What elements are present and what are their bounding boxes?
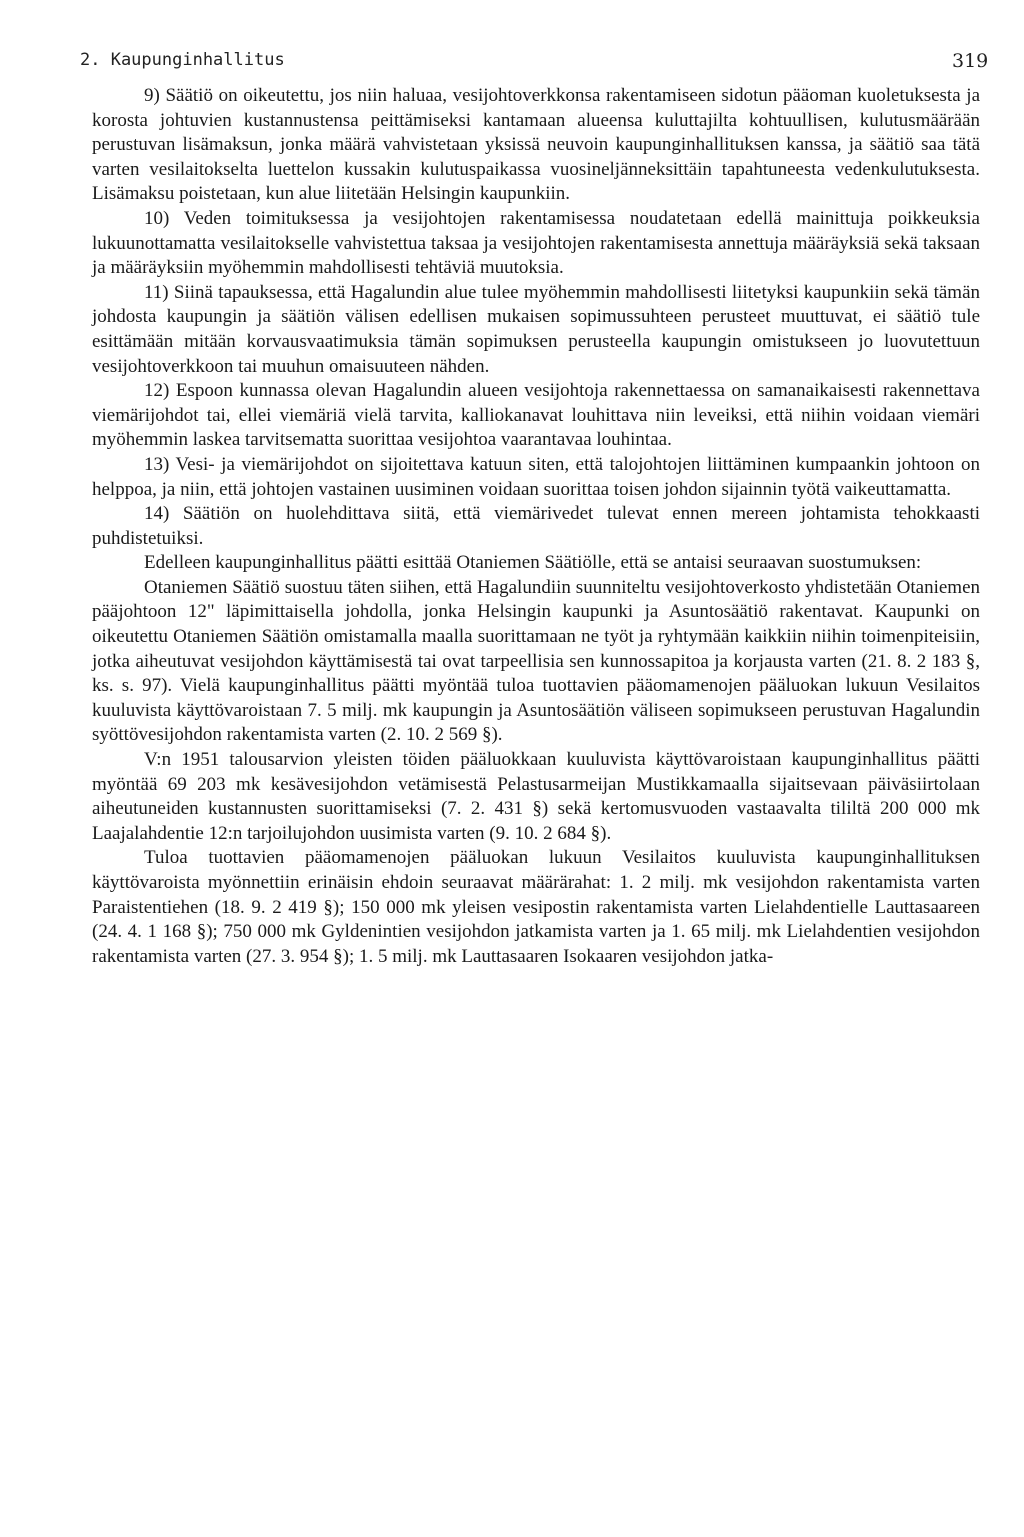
body-text (92, 84, 980, 969)
running-head: 2. Kaupunginhallitus (80, 50, 285, 70)
paragraph-otaniemi-consent: Otaniemen Säätiö suostuu täten siihen, että Hagalundiin suunniteltu vesijohtoverkosto yhdistetään Otaniemen pääjohtoon 12" läpimittaisella johdolla, jonka Helsingin kaupunki ja Asuntosäätiö rakentavat. Kaupunki on oikeutettu Otaniemen Säätiön omistamalla maalla suorittamaan ne työt ja ryhtymään kaikkiin niihin toimenpiteisiin, jotka aiheutuvat vesijohdon käyttämisestä tai ovat tarpeellisia sen kunnossapitoa ja korjausta varten (21. 8. 2 183 §, ks. s. 97). Vielä kaupunginhallitus päätti myöntää tuloa tuottavien pääomamenojen pääluokan lukuun Vesilaitos kuuluvista käyttövaroistaan 7. 5 milj. mk kaupungin ja Asuntosäätiön väliseen sopimukseen perustuvan Hagalundin syöttövesijohdon rakentamista varten (2. 10. 2 569 §). (92, 576, 980, 746)
paragraph-appropriations: Tuloa tuottavien pääomamenojen pääluokan lukuun Vesilaitos kuuluvista kaupunginhallituksen käyttövaroista myönnettiin erinäisin ehdoin seuraavat määrärahat: 1. 2 milj. mk vesijohdon rakentamista varten Paraistentiehen (18. 9. 2 419 §); 150 000 mk yleisen vesipostin rakentamista varten Lielahdentielle Lauttasaareen (24. 4. 1 168 §); 750 000 mk Gyldenintien vesijohdon jatkamista varten ja 1. 65 milj. mk Lielahdentien vesijohdon rakentamista varten (27. 3. 954 §); 1. 5 milj. mk Lauttasaaren Isokaaren vesijohdon jatka- (92, 847, 980, 967)
paragraph-9: 9) Säätiö on oikeutettu, jos niin haluaa, vesijohtoverkkonsa rakentamiseen sidotun pääoman kuoletuksesta ja korosta johtuvien kustannustensa peittämiseksi kantamaan alueensa kuluttajilta kohtuullisen, kulutusmäärään perustuvan lisämaksun, jonka määrä vahvistetaan yksissä neuvoin kaupunginhallituksen kanssa, ja säätiö saa tätä varten vesilaitokselta luettelon kussakin kulutuspaikassa vuosineljänneksittäin tapahtuneesta vedenkulutuksesta. Lisämaksu poistetaan, kun alue liitetään Helsingin kaupunkiin. (92, 85, 980, 205)
paragraph-budget-1951: V:n 1951 talousarvion yleisten töiden pääluokkaan kuuluvista käyttövaroistaan kaupunginhallitus päätti myöntää 69 203 mk kesävesijohdon vetämisestä Pelastusarmeijan Mustikkamaalla sijaitsevaan päiväsiirtolaan aiheutuneiden kustannusten suorittamiseksi (7. 2. 431 §) sekä kertomusvuoden vastaavalta tililtä 200 000 mk Laajalahdentie 12:n tarjoilujohdon uusimista varten (9. 10. 2 684 §). (92, 749, 980, 844)
paragraph-11: 11) Siinä tapauksessa, että Hagalundin alue tulee myöhemmin mahdollisesti liitetyksi kaupunkiin sekä tämän johdosta kaupungin ja säätiön välisen edellisen mukaisen sopimussuhteen perusteet muuttuvat, ei säätiö tule esittämään mitään korvausvaatimuksia tämän sopimuksen perusteella kaupungin omistukseen jo luovutettuun vesijohtoverkkoon tai muuhun omaisuuteen nähden. (92, 281, 980, 377)
paragraph-14: 14) Säätiön on huolehdittava siitä, että viemärivedet tulevat ennen mereen johtamista tehokkaasti puhdistetuiksi. (92, 503, 980, 549)
paragraph-12: 12) Espoon kunnassa olevan Hagalundin alueen vesijohtoja rakennettaessa on samanaikaisesti rakennettava viemärijohdot tai, ellei viemäriä vielä tarvita, kalliokanavat louhittava niin leveiksi, että niihin voidaan viemäri myöhemmin laskea tarvitsematta suorittaa vesijohtoa vaarantavaa louhintaa. (92, 380, 980, 451)
paragraph-13: 13) Vesi- ja viemärijohdot on sijoitettava katuun siten, että talojohtojen liittäminen kumpaankin johtoon on helppoa, ja niin, että johtojen vastainen uusiminen voidaan suorittaa toisen johdon sijainnin työtä vaikeuttamatta. (92, 453, 980, 500)
page-number: 319 (952, 50, 989, 72)
paragraph-10: 10) Veden toimituksessa ja vesijohtojen rakentamisessa noudatetaan edellä mainittuja poikkeuksia lukuunottamatta vesilaitokselle vahvistettua taksaa ja vesijohtojen rakentamisesta annettuja määräyksiä sekä taksaan ja määräyksiin myöhemmin mahdollisesti tehtäviä muutoksia. (92, 207, 980, 279)
paragraph-decision-intro: Edelleen kaupunginhallitus päätti esittää Otaniemen Säätiölle, että se antaisi seuraavan suostumuksen: (144, 552, 922, 574)
